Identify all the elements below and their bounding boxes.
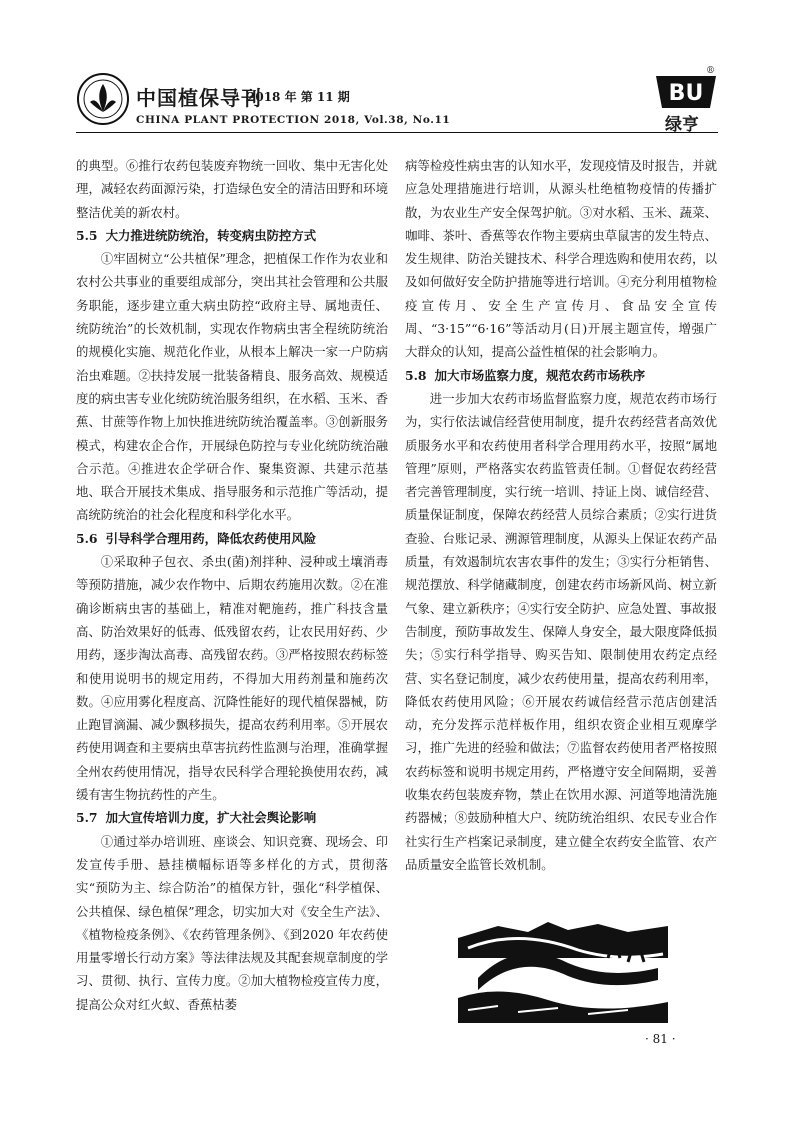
section-heading: [405, 364, 717, 387]
section-number: 5.5: [76, 227, 98, 243]
header-divider: [76, 132, 718, 133]
section-title: 引导科学合理用药，降低农药使用风险: [105, 530, 317, 546]
right-text-column: [405, 154, 717, 876]
plant-protection-seal-icon: [76, 72, 130, 126]
body-paragraph: 的典型。⑥推行农药包装废弃物统一回收、集中无害化处理，减轻农药面源污染，打造绿色安全的清洁田野和环境整洁优美的新农村。: [76, 158, 388, 220]
section-heading: [76, 527, 388, 550]
journal-title-en: CHINA PLANT PROTECTION 2018, Vol.38, No.11: [136, 114, 451, 126]
section-number: 5.7: [76, 810, 98, 826]
issue-info-cn: 2018 年 第 11 期: [247, 90, 350, 104]
registered-mark: ®: [706, 66, 715, 76]
brand-logo-letters: BU: [668, 81, 704, 106]
section-number: 5.8: [405, 367, 427, 383]
body-paragraph: 进一步加大农药市场监督监察力度，规范农药市场行为，实行依法诚信经营使用制度，提升农药经营者高效优质服务水平和农药使用者科学合理用药水平，按照“属地管理”原则，严格落实农药监管责任制。①督促农药经营者完善管理制度，实行统一培训、持证上岗、诚信经营、质量保证制度，保障农药经营人员综合素质；②实行进货查验、台账记录、溯源管理制度，从源头上保证农药产品质量，有效遏制坑农害农事件的发生；③实行分柜销售、规范摆放、科学储藏制度，创建农药市场新风尚、树立新气象、建立新秩序；④实行安全防护、应急处置、事故报告制度，预防事故发生、保障人身安全，最大限度降低损失；⑤实行科学指导、购买告知、限制使用农药定点经营、实名登记制度，减少农药使用量，提高农药利用率，降低农药使用风险；⑥开展农药诚信经营示范店创建活动，充分发挥示范样板作用，组织农资企业相互观摩学习，推广先进的经验和做法；⑦监督农药使用者严格按照农药标签和说明书规定用药，严格遵守安全间隔期，妥善收集农药包装废弃物，禁止在饮用水源、河道等地清洗施药器械；⑧鼓励种植大户、统防统治组织、农民专业合作社实行生产档案记录制度，建立健全农药安全监管、农产品质量安全监管长效机制。: [405, 390, 717, 872]
section-title: 大力推进统防统治，转变病虫防控方式: [105, 227, 317, 243]
page-number: · 81 ·: [645, 1032, 676, 1046]
section-title: 加大宣传培训力度，扩大社会舆论影响: [105, 810, 317, 826]
left-text-column: [76, 154, 388, 1016]
body-paragraph: ①采取种子包衣、杀虫(菌)剂拌种、浸种或土壤消毒等预防措施，减少农作物中、后期农药施用次数。②在准确诊断病虫害的基础上，精准对靶施药，推广科技含量高、防治效果好的低毒、低残留农药，让农民用好药、少用药，逐步淘汰高毒、高残留农药。③严格按照农药标签和使用说明书的规定用药，不得加大用药剂量和施药次数。④应用雾化程度高、沉降性能好的现代植保器械，防止跑冒滴漏、减少飘移损失，提高农药利用率。⑤开展农药使用调查和主要病虫草害抗药性监测与治理，准确掌握全州农药使用情况，指导农民科学合理轮换使用农药，减缓有害生物抗药性的产生。: [76, 554, 388, 803]
section-number: 5.6: [76, 530, 98, 546]
body-paragraph: 病等检疫性病虫害的认知水平，发现疫情及时报告，并就应急处理措施进行培训，从源头杜绝植物疫情的传播扩散，为农业生产安全保驾护航。③对水稻、玉米、蔬菜、咖啡、茶叶、香蕉等农作物主要病虫草鼠害的发生特点、发生规律、防治关键技术、科学合理选购和使用农药，以及如何做好安全防护措施等进行培训。④充分利用植物检疫宣传月、安全生产宣传月、食品安全宣传周、“3·15”“6·16”等活动月(日)开展主题宣传，增强广大群众的认知，提高公益性植保的社会影响力。: [405, 158, 717, 360]
body-paragraph: ①通过举办培训班、座谈会、知识竞赛、现场会、印发宣传手册、悬挂横幅标语等多样化的方式，贯彻落实“预防为主、综合防治”的植保方针，强化“科学植保、公共植保、绿色植保”理念，切实加大对《安全生产法》、《植物检疫条例》、《农药管理条例》、《到2020 年农药使用量零增长行动方案》等法律法规及其配套规章制度的学习、贯彻、执行、宣传力度。②加大植物检疫宣传力度，提高公众对红火蚁、香蕉枯萎: [76, 833, 388, 1012]
section-heading: [76, 806, 388, 829]
bridge-woodcut-illustration-icon: [458, 918, 668, 1023]
journal-title-cn: 中国植保导刊: [136, 86, 262, 110]
brand-name: 绿亨: [665, 115, 699, 135]
page-header: [0, 0, 793, 150]
section-title: 加大市场监察力度，规范农药市场秩序: [434, 367, 646, 383]
body-paragraph: ①牢固树立“公共植保”理念，把植保工作作为农业和农村公共事业的重要组成部分，突出其社会管理和公共服务职能，逐步建立重大病虫防控“政府主导、属地责任、统防统治”的长效机制，实现农作物病虫害全程统防统治的规模化实施、规范化作业，从根本上解决一家一户防病治虫难题。②扶持发展一批装备精良、服务高效、规模适度的病虫害专业化统防统治服务组织，在水稻、玉米、香蕉、甘蔗等作物上加快推进统防统治覆盖率。③创新服务模式，构建农企合作，开展绿色防控与专业化统防统治融合示范。④推进农企学研合作、聚集资源、共建示范基地、联合开展技术集成、指导服务和示范推广等活动，提高统防统治的社会化程度和科学化水平。: [76, 251, 388, 523]
section-heading: [76, 224, 388, 247]
